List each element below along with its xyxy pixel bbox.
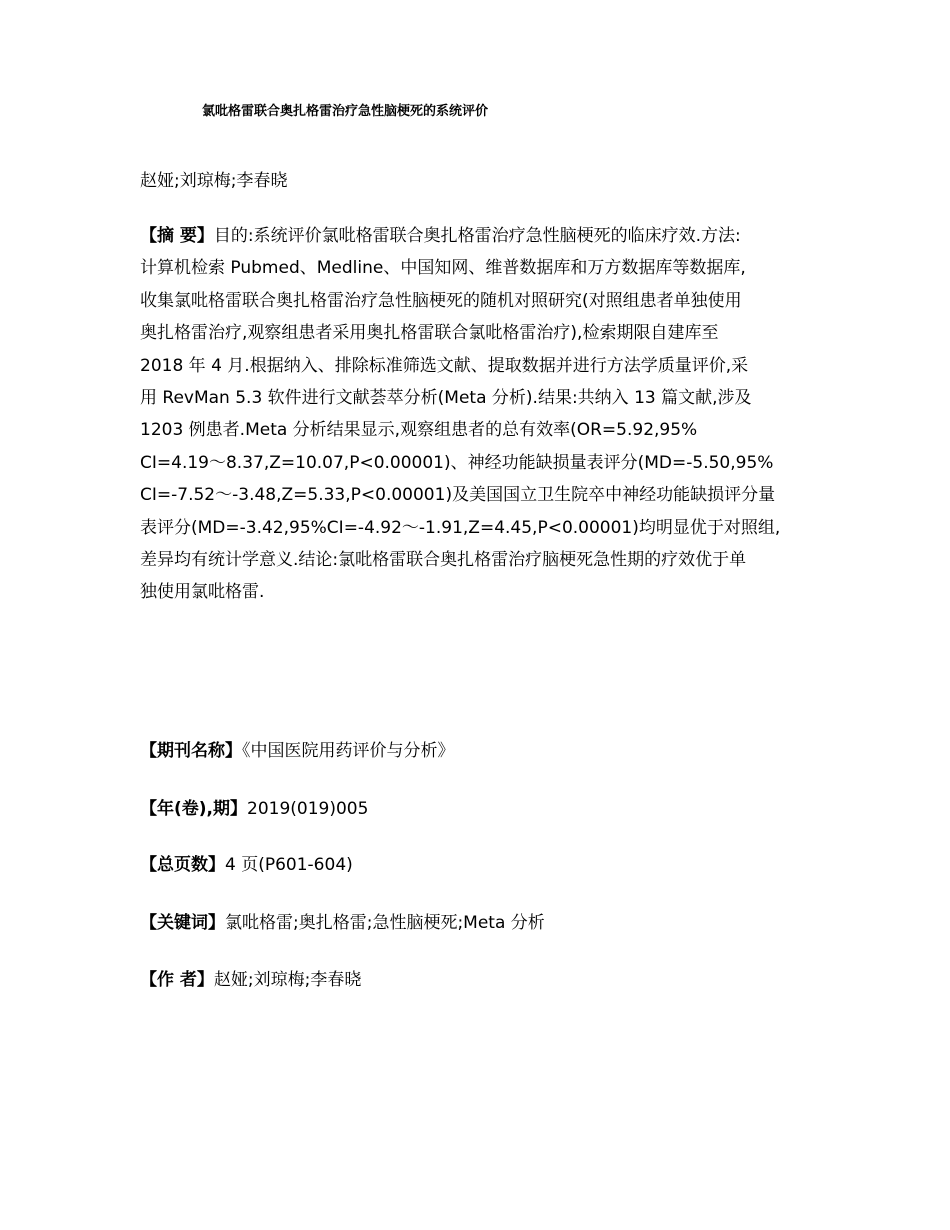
page-count-value: 4 页(P601-604) [225,855,353,875]
abstract-line: 1203 例患者.Meta 分析结果显示,观察组患者的总有效率(OR=5.92,95% [140,420,698,441]
keywords-label: 【关键词】 [140,913,225,933]
authors-field [140,967,361,993]
keywords-field [140,910,545,936]
year-issue-field [140,796,368,822]
abstract-line: CI=4.19～8.37,Z=10.07,P<0.00001)、神经功能缺损量表评分(MD=-5.50,95% [140,452,774,473]
abstract-line: 表评分(MD=-3.42,95%CI=-4.92～-1.91,Z=4.45,P<0.00001)均明显优于对照组, [140,517,781,538]
abstract-line: 2018 年 4 月.根据纳入、排除标准筛选文献、提取数据并进行方法学质量评价,采 [140,355,749,376]
abstract-section [140,220,812,609]
year-issue-value: 2019(019)005 [247,799,369,819]
abstract-line: 用 RevMan 5.3 软件进行文献荟萃分析(Meta 分析).结果:共纳入 13 篇文献,涉及 [140,388,752,409]
abstract-line: 独使用氯吡格雷. [140,582,265,603]
author-list: 赵娅;刘琼梅;李春晓 [140,171,288,191]
document-title: 氯吡格雷联合奥扎格雷治疗急性脑梗死的系统评价 [202,104,489,119]
abstract-line [140,220,812,252]
abstract-text: 目的:系统评价氯吡格雷联合奥扎格雷治疗急性脑梗死的临床疗效.方法: [213,226,741,246]
abstract-line: 奥扎格雷治疗,观察组患者采用奥扎格雷联合氯吡格雷治疗),检索期限自建库至 [140,323,719,344]
page-count-field [140,852,353,878]
abstract-line: 收集氯吡格雷联合奥扎格雷治疗急性脑梗死的随机对照研究(对照组患者单独使用 [140,290,742,311]
year-issue-label: 【年(卷),期】 [140,799,247,819]
keywords-value: 氯吡格雷;奥扎格雷;急性脑梗死;Meta 分析 [225,913,545,933]
journal-label: 【期刊名称】 [140,741,242,761]
abstract-label: 【摘 要】 [140,226,214,246]
authors-label: 【作 者】 [140,970,214,990]
authors-value: 赵娅;刘琼梅;李春晓 [213,970,362,990]
journal-field [140,738,455,764]
abstract-line: 差异均有统计学意义.结论:氯吡格雷联合奥扎格雷治疗脑梗死急性期的疗效优于单 [140,550,747,571]
journal-value: 《中国医院用药评价与分析》 [242,741,455,761]
abstract-line: CI=-7.52～-3.48,Z=5.33,P<0.00001)及美国国立卫生院卒中神经功能缺损评分量 [140,485,776,506]
abstract-line: 计算机检索 Pubmed、Medline、中国知网、维普数据库和万方数据库等数据库, [140,258,746,279]
page-count-label: 【总页数】 [140,855,225,875]
